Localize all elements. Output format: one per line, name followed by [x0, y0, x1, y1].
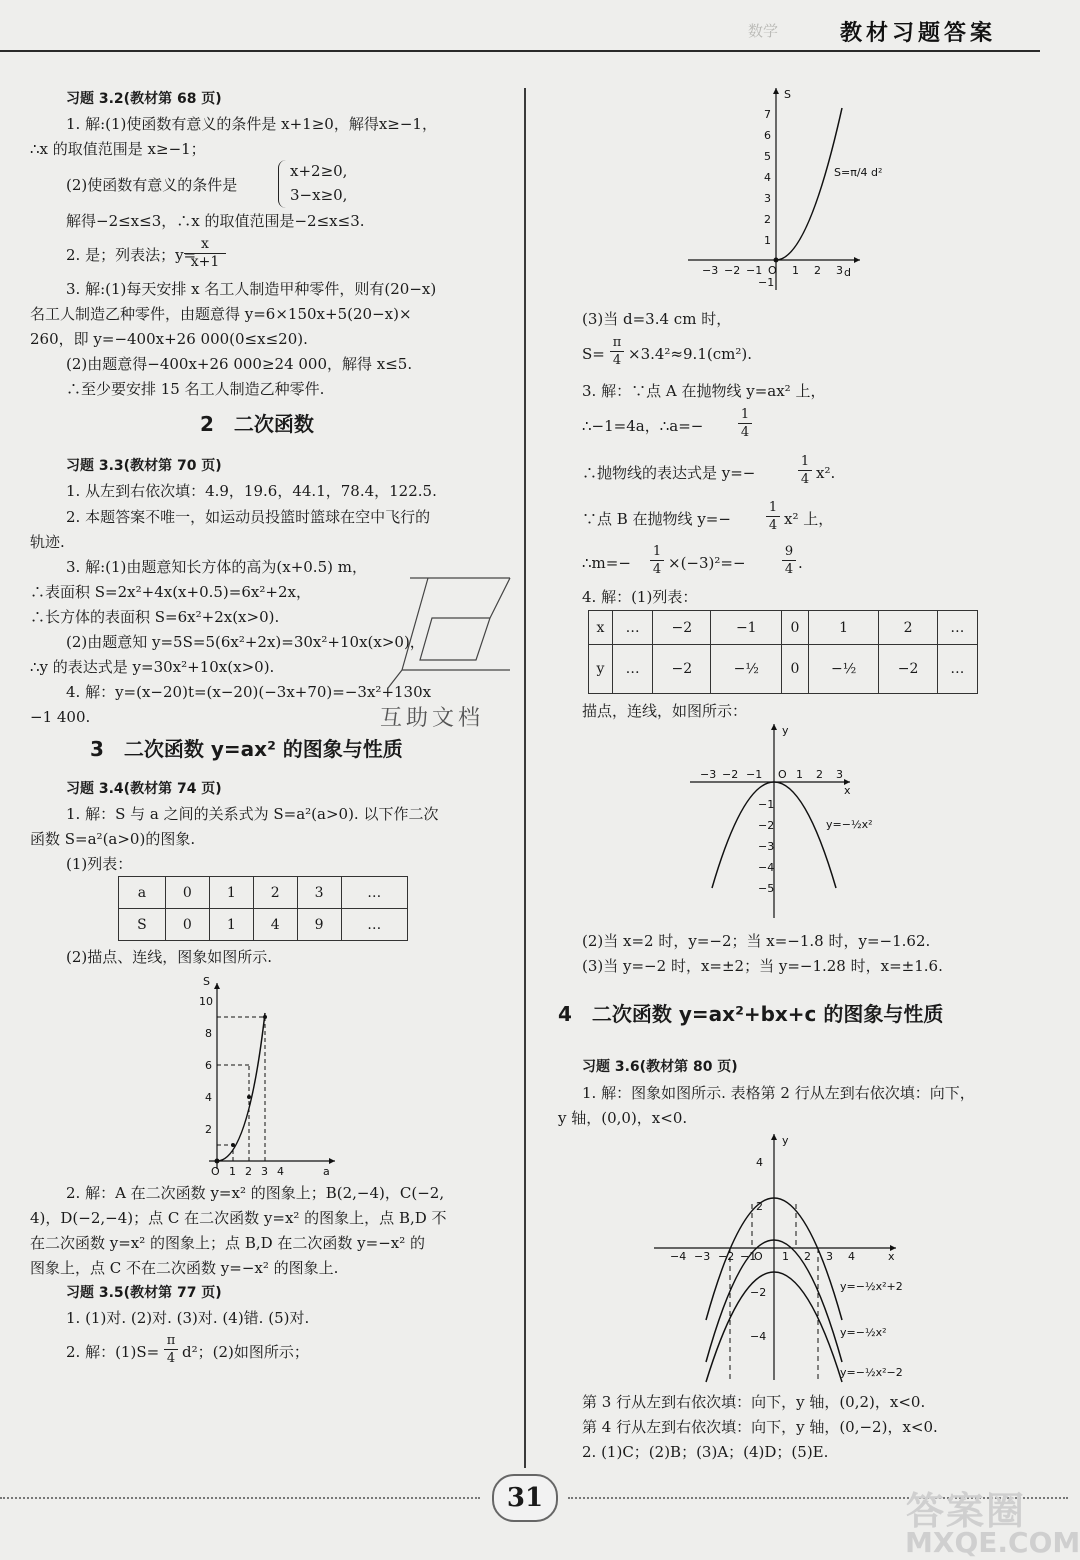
y-tick-label: −2: [758, 819, 775, 832]
text-line: 函数 S=a²(a>0)的图象.: [30, 830, 196, 848]
fraction: [650, 543, 664, 578]
x-tick-label: 3: [836, 768, 843, 781]
y-tick-label: 8: [205, 1027, 212, 1040]
y-axis-label: S: [784, 88, 791, 101]
data-point: [247, 1095, 251, 1099]
page-number: 31: [492, 1474, 558, 1522]
text-line: ∴至少要安排 15 名工人制造乙种零件.: [66, 380, 325, 398]
fraction: [766, 499, 780, 534]
text-line: (3)当 d=3.4 cm 时，: [582, 310, 732, 328]
table-cell: −1: [711, 611, 782, 645]
text-line: 3. 解：∵点 A 在抛物线 y=ax² 上，: [582, 382, 826, 400]
table-cell: −½: [808, 645, 879, 694]
origin-label: O: [768, 264, 777, 277]
text-line: 1. 从左到右依次填：4.9，19.6，44.1，78.4，122.5.: [66, 482, 437, 500]
text-line: y 轴，(0,0)，x<0.: [558, 1109, 688, 1127]
text-line: −1 400.: [30, 708, 91, 726]
fraction: [782, 543, 796, 578]
x-tick-label: −1: [746, 768, 763, 781]
text-line: ∴m=−: [582, 554, 631, 572]
scratch-parallelogram: [380, 570, 520, 690]
graph-s-equals-a-squared: [195, 965, 345, 1180]
text-line: d²；(2)如图所示；: [182, 1343, 309, 1361]
fraction: [610, 334, 624, 369]
condition-line: x+2≥0,: [290, 162, 348, 180]
text-line: 4. 解：(1)列表：: [582, 588, 698, 606]
fraction: [798, 453, 812, 488]
graph-parabola-family: [650, 1130, 930, 1385]
x-tick-label: 1: [229, 1165, 236, 1178]
text-line: ∴−1=4a，∴a=−: [582, 417, 704, 435]
text-line: (2)由题意得−400x+26 000≥24 000，解得 x≤5.: [66, 355, 413, 373]
curve-label: y=−½x²+2: [840, 1280, 903, 1293]
text-line: 4)，D(−2,−4)；点 C 在二次函数 y=x² 的图象上，点 B,D 不: [30, 1209, 447, 1227]
fraction-denominator: 4: [798, 470, 812, 488]
table-row: [119, 877, 408, 909]
curve-s-d2: [776, 108, 842, 260]
x-tick-label: −2: [722, 768, 739, 781]
y-tick-label: 6: [205, 1059, 212, 1072]
column-divider: [524, 88, 526, 1468]
curve-s-a2: [217, 1013, 265, 1161]
y-tick-label: −5: [758, 882, 775, 895]
fraction-numerator: 1: [800, 454, 810, 469]
graph-y-neg-half-x-squared: [690, 718, 890, 923]
origin-point: [774, 258, 779, 263]
text-line: ×3.4²≈9.1(cm²).: [628, 345, 752, 363]
y-axis-label: y: [782, 1134, 789, 1147]
x-axis-label: d: [844, 266, 851, 279]
text-line: ∴y 的表达式是 y=30x²+10x(x>0).: [30, 658, 275, 676]
x-axis-label: x: [888, 1250, 895, 1263]
origin-label: O: [754, 1250, 763, 1263]
y-tick-label: 2: [756, 1200, 763, 1213]
header-rule: [0, 50, 1040, 52]
text-line: 3. 解:(1)每天安排 x 名工人制造甲种零件，则有(20−x): [66, 280, 437, 298]
fraction: [184, 236, 226, 271]
table-cell: 1: [209, 877, 253, 909]
table-cell: …: [341, 909, 407, 941]
y-axis: [771, 1134, 777, 1380]
text-line: 1. (1)对. (2)对. (3)对. (4)错. (5)对.: [66, 1309, 310, 1327]
text-line: S=: [582, 345, 605, 363]
table-cell: y: [589, 645, 613, 694]
y-tick-label: −4: [758, 861, 775, 874]
header-faint-text: 数学: [748, 22, 779, 40]
y-tick-label: 4: [764, 171, 771, 184]
exercise-title-3-4: 习题 3.4(教材第 74 页): [66, 781, 222, 797]
text-line: ∵点 B 在抛物线 y=−: [582, 510, 731, 528]
text-line: 2. (1)C；(2)B；(3)A；(4)D；(5)E.: [582, 1443, 829, 1461]
curve-label: S=π/4 d²: [834, 166, 883, 179]
text-line: 第 4 行从左到右依次填：向下，y 轴，(0,−2)，x<0.: [582, 1418, 938, 1436]
fraction: [164, 1332, 178, 1367]
x-tick-label: 3: [826, 1250, 833, 1263]
fraction-numerator: 9: [784, 544, 794, 559]
exercise-title-3-2: 习题 3.2(教材第 68 页): [66, 91, 222, 107]
x-tick-label: −3: [702, 264, 719, 277]
text-line: ∴表面积 S=2x²+4x(x+0.5)=6x²+2x，: [30, 583, 311, 601]
x-tick-label: 1: [796, 768, 803, 781]
x-axis-label: x: [844, 784, 851, 797]
text-line: 轨迹.: [30, 533, 65, 551]
text-line: 2. 解：A 在二次函数 y=x² 的图象上；B(2,−4)，C(−2,: [66, 1184, 445, 1202]
table-cell: …: [612, 645, 652, 694]
text-line: (2)由题意知 y=5S=5(6x²+2x)=30x²+10x(x>0)，: [66, 633, 425, 651]
x-tick-label: 2: [245, 1165, 252, 1178]
y-axis-label: y: [782, 724, 789, 737]
y-tick-label: 10: [199, 995, 213, 1008]
table-cell: −½: [711, 645, 782, 694]
text-line: 在二次函数 y=x² 的图象上；点 B,D 在二次函数 y=−x² 的: [30, 1234, 426, 1252]
fraction-denominator: 4: [650, 560, 664, 578]
table-row: [589, 611, 978, 645]
x-tick-label: −1: [740, 1250, 757, 1263]
condition-line: 3−x≥0,: [290, 186, 348, 204]
fraction-denominator: 4: [782, 560, 796, 578]
data-point: [215, 1159, 220, 1164]
x-tick-label: −3: [700, 768, 717, 781]
exercise-title-3-3: 习题 3.3(教材第 70 页): [66, 458, 222, 474]
y-tick-label: 1: [764, 234, 771, 247]
table-cell: …: [612, 611, 652, 645]
fraction-numerator: π: [612, 335, 622, 350]
table-cell: −2: [653, 611, 711, 645]
section-heading-2: 2 二次函数: [200, 412, 314, 436]
fraction-denominator: x+1: [184, 253, 226, 271]
y-tick-label: 2: [205, 1123, 212, 1136]
table-cell: 1: [808, 611, 879, 645]
text-line: .: [798, 554, 803, 572]
footer-dots-left: [0, 1497, 480, 1499]
x-axis: [209, 1158, 335, 1164]
y-axis-label: S: [203, 975, 210, 988]
table-cell: 9: [297, 909, 341, 941]
guide-lines: [217, 1017, 265, 1161]
text-line: x² 上，: [784, 510, 834, 528]
table-cell: …: [937, 645, 977, 694]
fraction-numerator: π: [166, 1333, 176, 1348]
x-tick-label: 2: [814, 264, 821, 277]
section-heading-3: 3 二次函数 y=ax² 的图象与性质: [90, 737, 403, 761]
fraction-numerator: 1: [740, 407, 750, 422]
section-heading-4: 4 二次函数 y=ax²+bx+c 的图象与性质: [558, 1002, 944, 1026]
text-line: 1. 解：图象如图所示. 表格第 2 行从左到右依次填：向下，: [582, 1084, 975, 1102]
origin-label: O: [778, 768, 787, 781]
x-tick-label: −3: [694, 1250, 711, 1263]
watermark-center: 互助文档: [380, 706, 485, 731]
text-line: ∴长方体的表面积 S=6x²+2x(x>0).: [30, 608, 280, 626]
table-cell: 2: [253, 877, 297, 909]
text-line: (2)描点、连线，图象如图所示.: [66, 948, 273, 966]
text-line: 4. 解：y=(x−20)t=(x−20)(−3x+70)=−3x²+130x: [66, 683, 432, 701]
text-line: (2)使函数有意义的条件是: [66, 176, 238, 194]
table-cell: 4: [253, 909, 297, 941]
y-tick-label: −4: [750, 1330, 767, 1343]
text-line: 描点，连线，如图所示：: [582, 702, 748, 720]
x-axis: [654, 1245, 896, 1251]
text-line: 2. 是；列表法；y=: [66, 246, 197, 264]
table-cell: x: [589, 611, 613, 645]
exercise-title-3-5: 习题 3.5(教材第 77 页): [66, 1285, 222, 1301]
x-tick-label: −2: [718, 1250, 735, 1263]
fraction-numerator: 1: [768, 500, 778, 515]
value-table-a-s: [118, 876, 408, 941]
data-point: [231, 1143, 235, 1147]
table-cell: 0: [165, 909, 209, 941]
fraction-numerator: 1: [652, 544, 662, 559]
page-header-title: 教材习题答案: [840, 21, 997, 46]
x-tick-label: 1: [792, 264, 799, 277]
table-cell: 1: [209, 909, 253, 941]
x-tick-label: −4: [670, 1250, 687, 1263]
text-line: ∴x 的取值范围是 x≥−1；: [30, 140, 206, 158]
x-axis-label: a: [323, 1165, 330, 1178]
x-tick-label: 3: [836, 264, 843, 277]
origin-label: O: [211, 1165, 220, 1178]
y-tick-label: 3: [764, 192, 771, 205]
x-tick-label: 3: [261, 1165, 268, 1178]
curve-label: y=−½x²: [826, 818, 873, 831]
watermark-url: MXQE.COM: [905, 1526, 1080, 1559]
y-tick-label: −1: [758, 276, 775, 289]
y-axis: [214, 983, 220, 1169]
value-table-x-y: [588, 610, 978, 694]
fraction-denominator: 4: [738, 423, 752, 441]
text-line: 1. 解：S 与 a 之间的关系式为 S=a²(a>0). 以下作二次: [66, 805, 439, 823]
curve-label: y=−½x²−2: [840, 1366, 903, 1379]
text-line: (3)当 y=−2 时，x=±2；当 y=−1.28 时，x=±1.6.: [582, 957, 943, 975]
x-tick-label: 2: [816, 768, 823, 781]
table-row: [119, 909, 408, 941]
x-tick-label: 4: [848, 1250, 855, 1263]
y-tick-label: 4: [756, 1156, 763, 1169]
text-line: ×(−3)²=−: [668, 554, 746, 572]
text-line: 260，即 y=−400x+26 000(0≤x≤20).: [30, 330, 308, 348]
fraction: [738, 406, 752, 441]
y-tick-label: 4: [205, 1091, 212, 1104]
text-line: (2)当 x=2 时，y=−2；当 x=−1.8 时，y=−1.62.: [582, 932, 931, 950]
table-cell: 3: [297, 877, 341, 909]
x-tick-label: −1: [746, 264, 763, 277]
x-tick-label: 2: [804, 1250, 811, 1263]
text-line: 图象上，点 C 不在二次函数 y=−x² 的图象上.: [30, 1259, 339, 1277]
watermark-logo-text: 答案圈: [906, 1489, 1027, 1533]
text-line: x².: [816, 464, 836, 482]
table-cell: a: [119, 877, 166, 909]
text-line: 3. 解:(1)由题意知长方体的高为(x+0.5) m，: [66, 558, 367, 576]
y-tick-label: 5: [764, 150, 771, 163]
table-cell: 0: [782, 611, 809, 645]
y-tick-label: 7: [764, 108, 771, 121]
text-line: (1)列表：: [66, 855, 133, 873]
graph-s-pi-over-4-d-squared: [688, 84, 883, 299]
text-line: 2. 本题答案不唯一，如运动员投篮时篮球在空中飞行的: [66, 508, 431, 526]
text-line: 第 3 行从左到右依次填：向下，y 轴，(0,2)，x<0.: [582, 1393, 926, 1411]
fraction-denominator: 4: [610, 351, 624, 369]
fraction-denominator: 4: [766, 516, 780, 534]
text-line: 2. 解：(1)S=: [66, 1343, 160, 1361]
fraction-numerator: x: [201, 236, 209, 252]
table-cell: S: [119, 909, 166, 941]
x-tick-label: −2: [724, 264, 741, 277]
curve-label: y=−½x²: [840, 1326, 887, 1339]
table-row: [589, 645, 978, 694]
fraction-denominator: 4: [164, 1349, 178, 1367]
y-tick-label: −1: [758, 798, 775, 811]
table-cell: −2: [879, 645, 937, 694]
x-tick-label: 1: [782, 1250, 789, 1263]
text-line: 解得−2≤x≤3，∴x 的取值范围是−2≤x≤3.: [66, 212, 365, 230]
table-cell: 2: [879, 611, 937, 645]
y-tick-label: −3: [758, 840, 775, 853]
table-cell: …: [341, 877, 407, 909]
text-line: 1. 解:(1)使函数有意义的条件是 x+1≥0，解得x≥−1，: [66, 115, 437, 133]
x-tick-label: 4: [277, 1165, 284, 1178]
table-cell: …: [937, 611, 977, 645]
y-tick-label: 2: [764, 213, 771, 226]
table-cell: −2: [653, 645, 711, 694]
data-point: [263, 1015, 267, 1019]
y-tick-label: 6: [764, 129, 771, 142]
table-cell: 0: [782, 645, 809, 694]
text-line: 名工人制造乙种零件，由题意得 y=6×150x+5(20−x)×: [30, 305, 412, 323]
exercise-title-3-6: 习题 3.6(教材第 80 页): [582, 1059, 738, 1075]
text-line: ∴抛物线的表达式是 y=−: [582, 464, 756, 482]
table-cell: 0: [165, 877, 209, 909]
y-tick-label: −2: [750, 1286, 767, 1299]
